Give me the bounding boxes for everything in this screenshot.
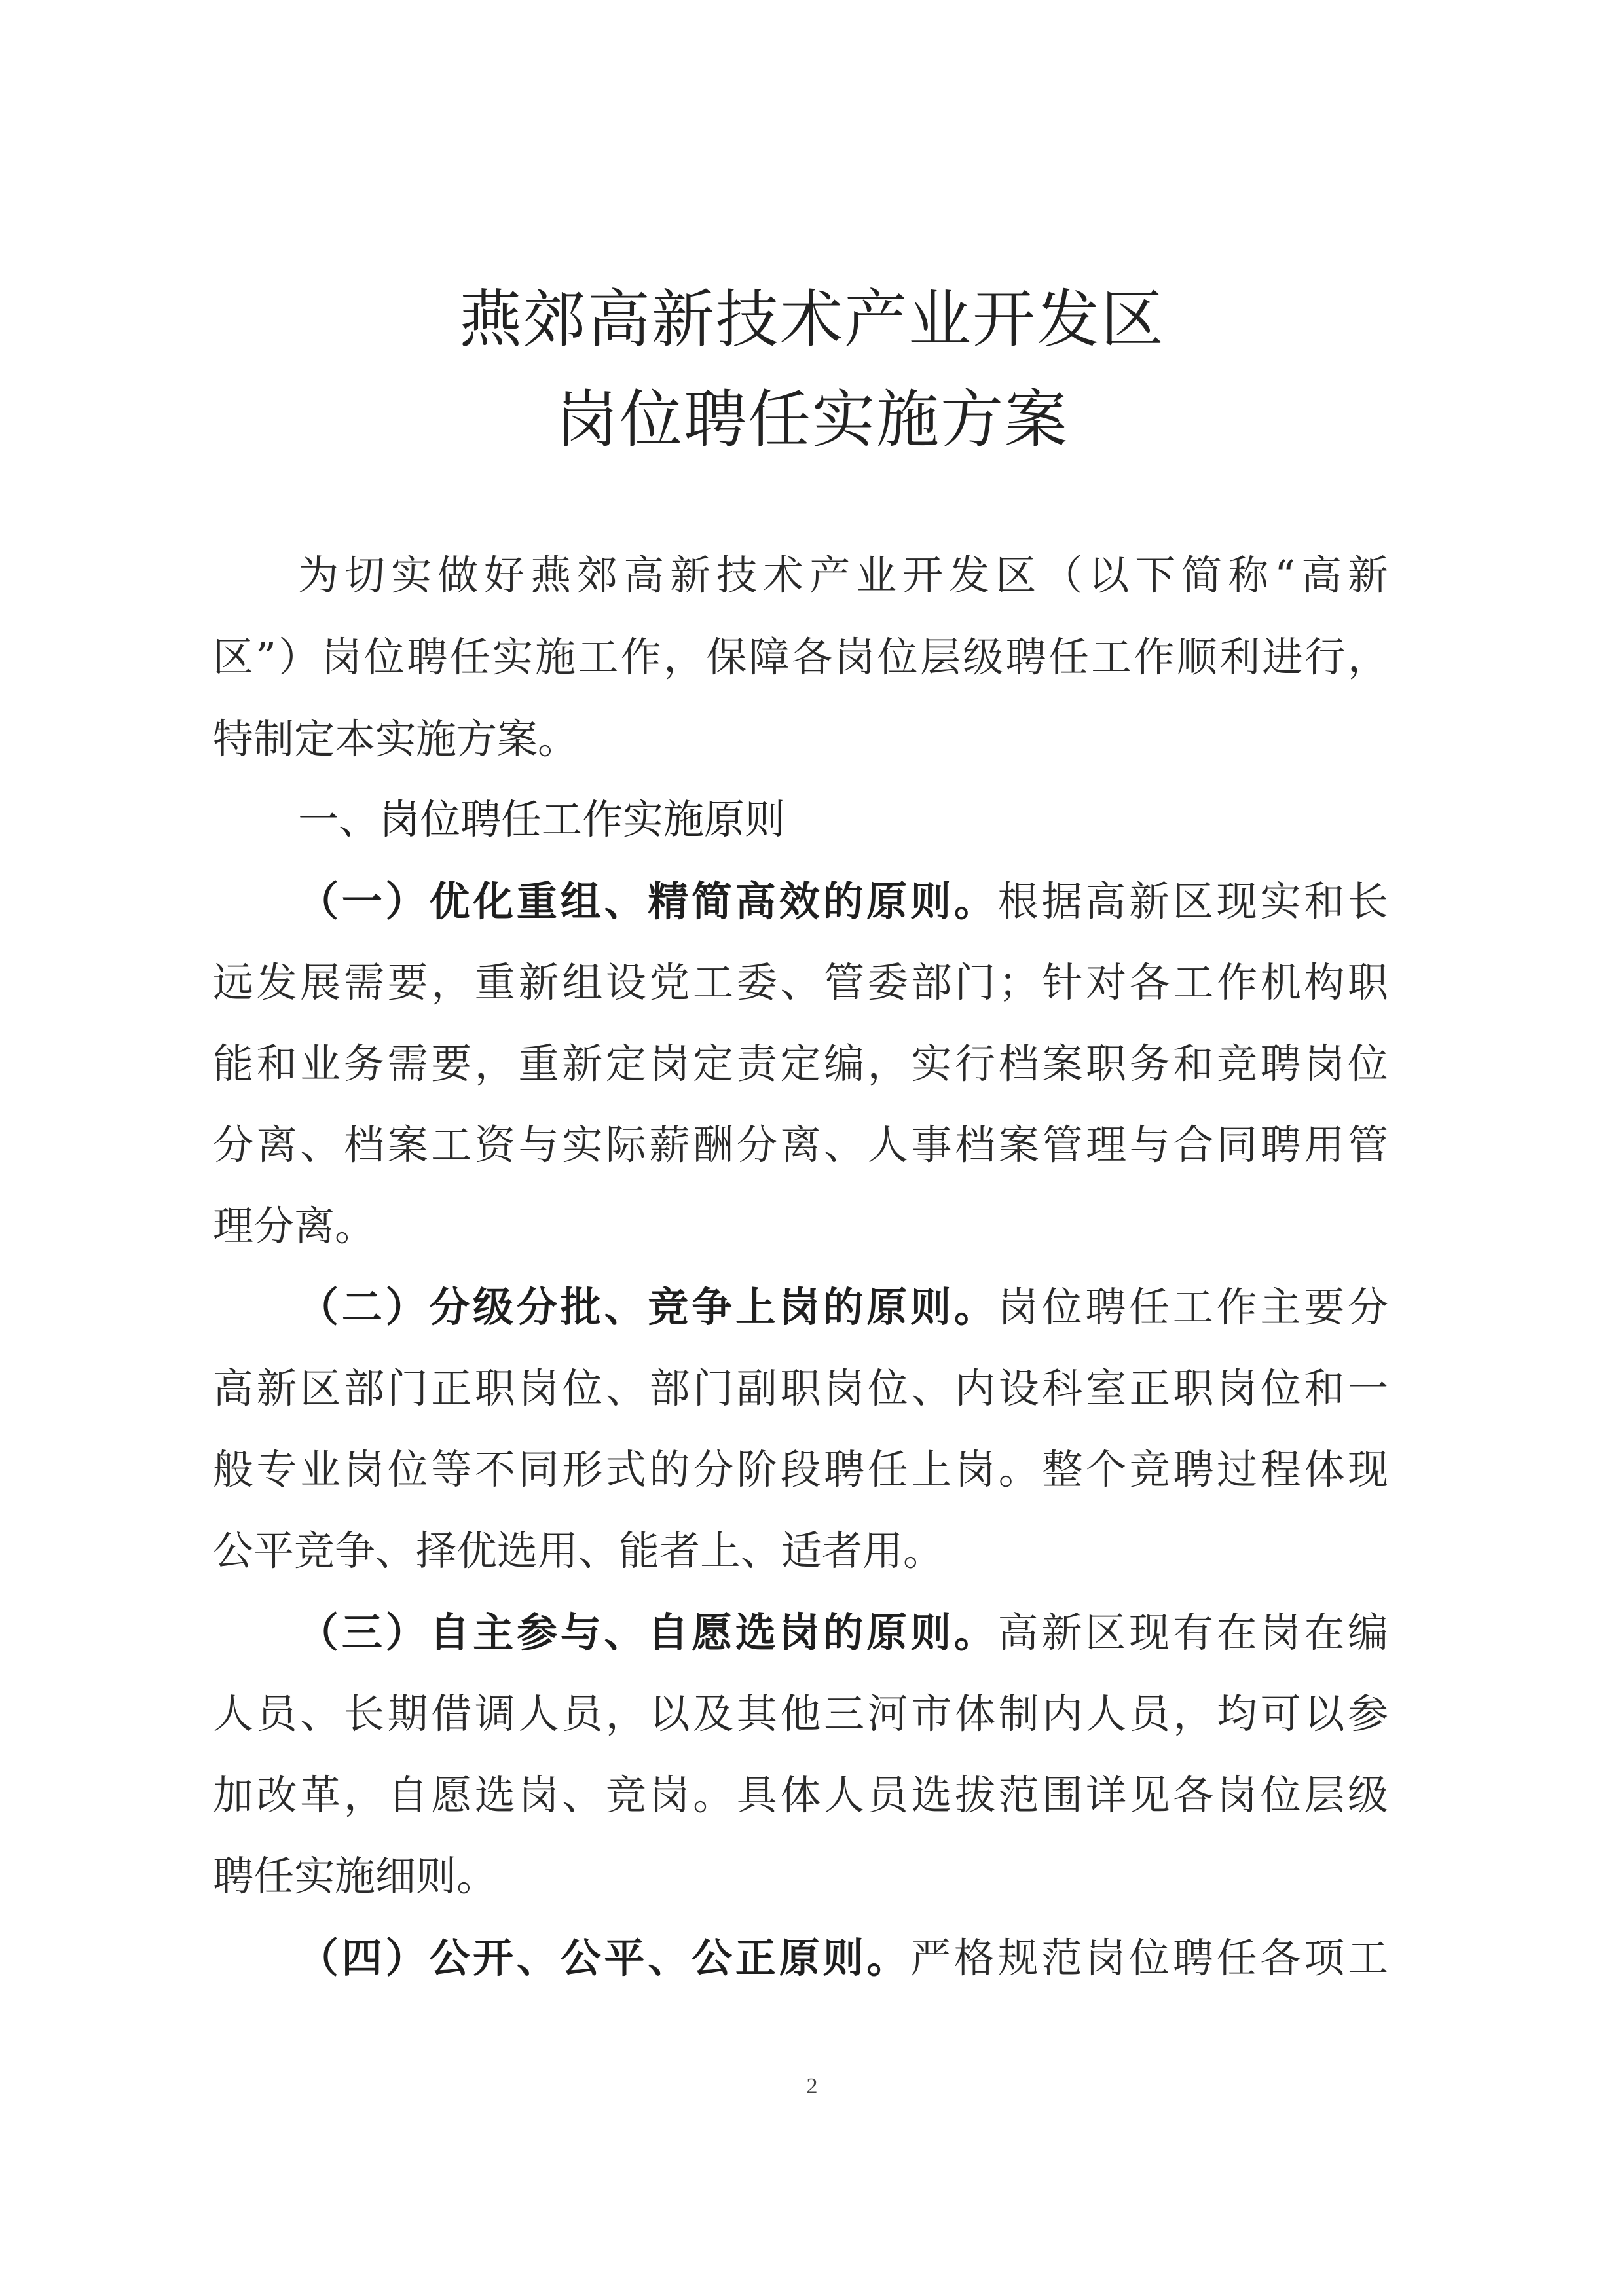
document-title-line-1: 燕郊高新技术产业开发区 xyxy=(459,283,1165,356)
principle-3-line-3: 加改革，自愿选岗、竞岗。具体人员选拔范围详见各岗位层级 xyxy=(213,1771,1388,1819)
principle-1-line-1-text: 根据高新区现实和长 xyxy=(997,877,1388,925)
principle-1-label: （一）优化重组、精简高效的原则。 xyxy=(298,877,998,925)
principle-3-line-1 xyxy=(298,1609,1388,1656)
principle-4-label: （四）公开、公平、公正原则。 xyxy=(298,1934,911,1982)
principle-3-line-2: 人员、长期借调人员，以及其他三河市体制内人员，均可以参 xyxy=(213,1690,1388,1738)
intro-line-3: 特制定本实施方案。 xyxy=(213,715,579,763)
principle-2-line-2: 高新区部门正职岗位、部门副职岗位、内设科室正职岗位和一 xyxy=(213,1364,1388,1412)
principle-4-line-1-text: 严格规范岗位聘任各项工 xyxy=(910,1934,1388,1982)
principle-2-line-4: 公平竞争、择优选用、能者上、适者用。 xyxy=(213,1527,944,1575)
principle-1-line-2: 远发展需要，重新组设党工委、管委部门；针对各工作机构职 xyxy=(213,958,1388,1006)
principle-3-line-1-text: 高新区现有在岗在编 xyxy=(997,1609,1388,1656)
principle-4-line-1 xyxy=(298,1934,1388,1982)
intro-line-2: 区”）岗位聘任实施工作，保障各岗位层级聘任工作顺利进行， xyxy=(213,633,1388,681)
document-title-line-2: 岗位聘任实施方案 xyxy=(555,383,1069,456)
principle-1-line-5: 理分离。 xyxy=(213,1202,376,1250)
section-1-heading: 一、岗位聘任工作实施原则 xyxy=(298,795,786,843)
principle-3-line-4: 聘任实施细则。 xyxy=(213,1852,498,1900)
principle-2-line-3: 般专业岗位等不同形式的分阶段聘任上岗。整个竞聘过程体现 xyxy=(213,1446,1388,1493)
principle-2-line-1 xyxy=(298,1283,1388,1331)
principle-2-line-1-text: 岗位聘任工作主要分 xyxy=(997,1283,1388,1331)
principle-3-label: （三）自主参与、自愿选岗的原则。 xyxy=(298,1609,998,1656)
principle-2-label: （二）分级分批、竞争上岗的原则。 xyxy=(298,1283,998,1331)
page-number: 2 xyxy=(806,2074,818,2098)
principle-1-line-1 xyxy=(298,877,1388,925)
principle-1-line-4: 分离、档案工资与实际薪酬分离、人事档案管理与合同聘用管 xyxy=(213,1121,1388,1169)
intro-line-1: 为切实做好燕郊高新技术产业开发区（以下简称“高新 xyxy=(298,551,1388,599)
principle-1-line-3: 能和业务需要，重新定岗定责定编，实行档案职务和竞聘岗位 xyxy=(213,1040,1388,1087)
